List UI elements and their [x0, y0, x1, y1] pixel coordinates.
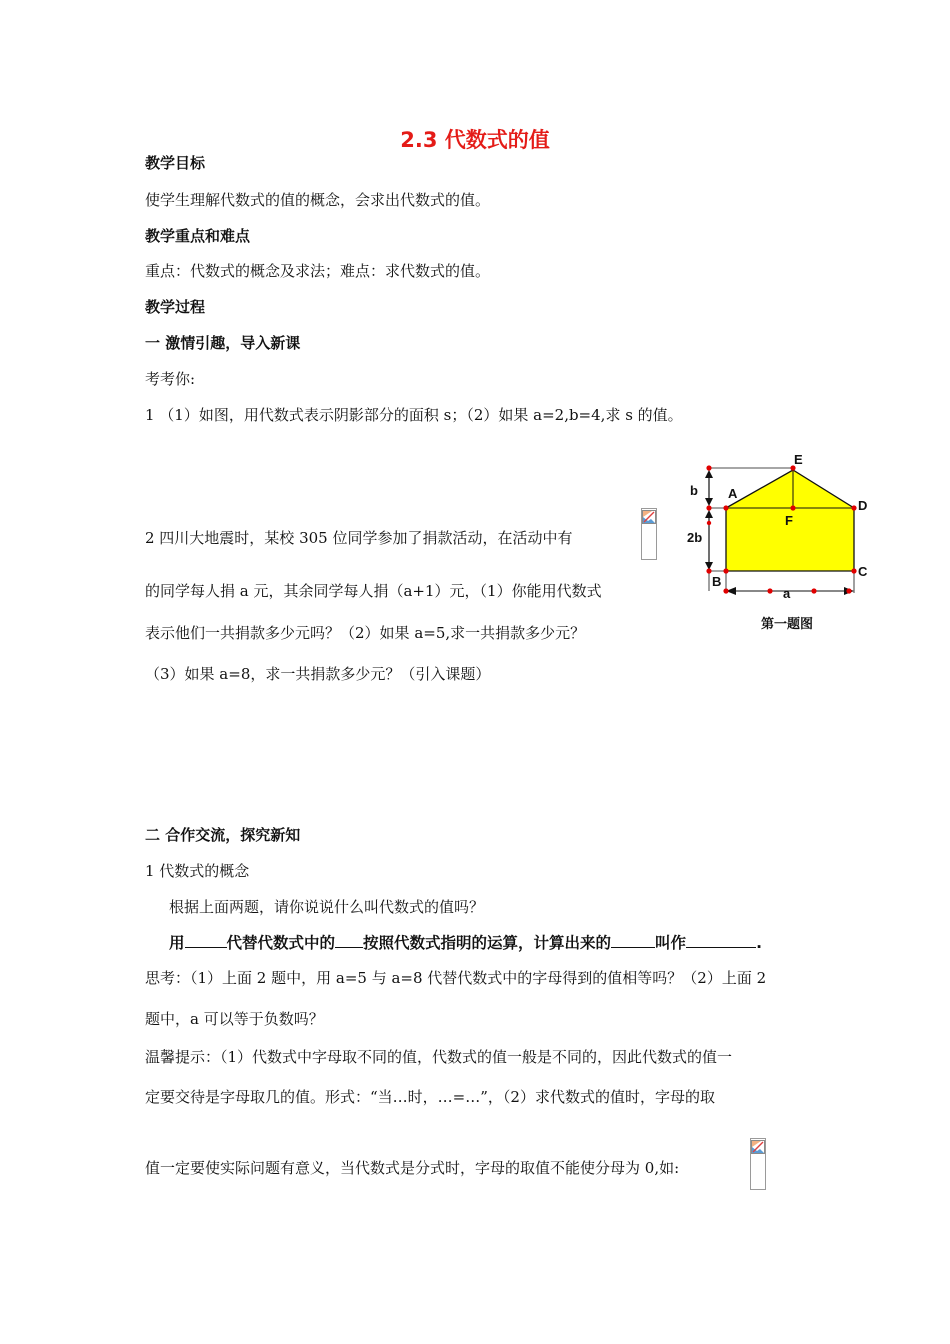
- fill-text: 代替代数式中的: [226, 934, 336, 952]
- blank-3[interactable]: [611, 933, 655, 948]
- label-d: D: [858, 498, 868, 513]
- question-1: 1 （1）如图，用代数式表示阴影部分的面积 s；（2）如果 a=2,b=4,求 s 的值。: [145, 406, 683, 424]
- blank-2[interactable]: [335, 933, 363, 948]
- question-2-line-1: 2 四川大地震时，某校 305 位同学参加了捐款活动，在活动中有: [145, 529, 573, 547]
- broken-image-icon: [750, 1138, 766, 1190]
- point: [723, 588, 728, 593]
- tip-line-1: 温馨提示：（1）代数式中字母取不同的值，代数式的值一般是不同的，因此代数式的值一: [145, 1048, 733, 1066]
- point: [707, 521, 711, 525]
- label-f: F: [785, 513, 793, 528]
- point: [723, 505, 728, 510]
- blank-4[interactable]: [686, 933, 756, 948]
- concept-heading: 1 代数式的概念: [145, 862, 250, 880]
- goal-text: 使学生理解代数式的值的概念，会求出代数式的值。: [145, 191, 491, 209]
- point: [851, 568, 856, 573]
- point: [723, 568, 728, 573]
- question-2-line-3: 表示他们一共捐款多少元吗？（2）如果 a=5,求一共捐款多少元？: [145, 624, 586, 642]
- figure-caption: 第一题图: [761, 616, 814, 631]
- point: [706, 505, 711, 510]
- think-line-1: 思考：（1）上面 2 题中，用 a=5 与 a=8 代替代数式中的字母得到的值相等吗？（2）上面 2: [145, 969, 767, 987]
- point: [846, 588, 851, 593]
- label-a: A: [728, 486, 738, 501]
- label-a-length: a: [783, 586, 791, 601]
- label-c: C: [858, 564, 868, 579]
- geometry-figure: [684, 448, 884, 638]
- goal-heading: 教学目标: [145, 154, 206, 172]
- point: [706, 568, 711, 573]
- broken-image-icon: [641, 508, 657, 560]
- label-b-length: b: [690, 483, 698, 498]
- think-line-2: 题中，a 可以等于负数吗？: [145, 1010, 324, 1028]
- fill-text: 叫作: [655, 934, 687, 952]
- tip-line-3: 值一定要使实际问题有意义，当代数式是分式时，字母的取值不能使分母为 0,如:: [145, 1159, 680, 1177]
- label-e: E: [794, 452, 803, 467]
- key-text: 重点：代数式的概念及求法；难点：求代数式的值。: [145, 262, 491, 280]
- label-b-point: B: [712, 574, 722, 589]
- fill-text: 按照代数式指明的运算，计算出来的: [363, 934, 612, 952]
- quiz-intro: 考考你:: [145, 370, 196, 388]
- question-2-line-4: （3）如果 a=8，求一共捐款多少元？（引入课题）: [145, 665, 491, 683]
- point: [706, 465, 711, 470]
- process-heading: 教学过程: [145, 298, 206, 316]
- point: [851, 505, 856, 510]
- page-title: 2.3 代数式的值: [400, 128, 550, 152]
- question-2-line-2: 的同学每人捐 a 元，其余同学每人捐（a+1）元，（1）你能用代数式: [145, 582, 602, 600]
- definition-fill-in: [169, 931, 762, 953]
- tip-line-2: 定要交待是字母取几的值。形式：“当…时，…=…”，（2）求代数式的值时，字母的取: [145, 1088, 715, 1106]
- part1-heading: 一 激情引趣，导入新课: [145, 334, 301, 352]
- blank-1[interactable]: [185, 933, 227, 948]
- fill-text: 用: [169, 934, 185, 952]
- point: [790, 505, 795, 510]
- fill-text: .: [756, 934, 762, 952]
- point: [811, 588, 816, 593]
- point: [767, 588, 772, 593]
- key-heading: 教学重点和难点: [145, 227, 251, 245]
- concept-question: 根据上面两题，请你说说什么叫代数式的值吗？: [169, 898, 485, 916]
- part2-heading: 二 合作交流，探究新知: [145, 826, 301, 844]
- label-2b-length: 2b: [687, 530, 703, 545]
